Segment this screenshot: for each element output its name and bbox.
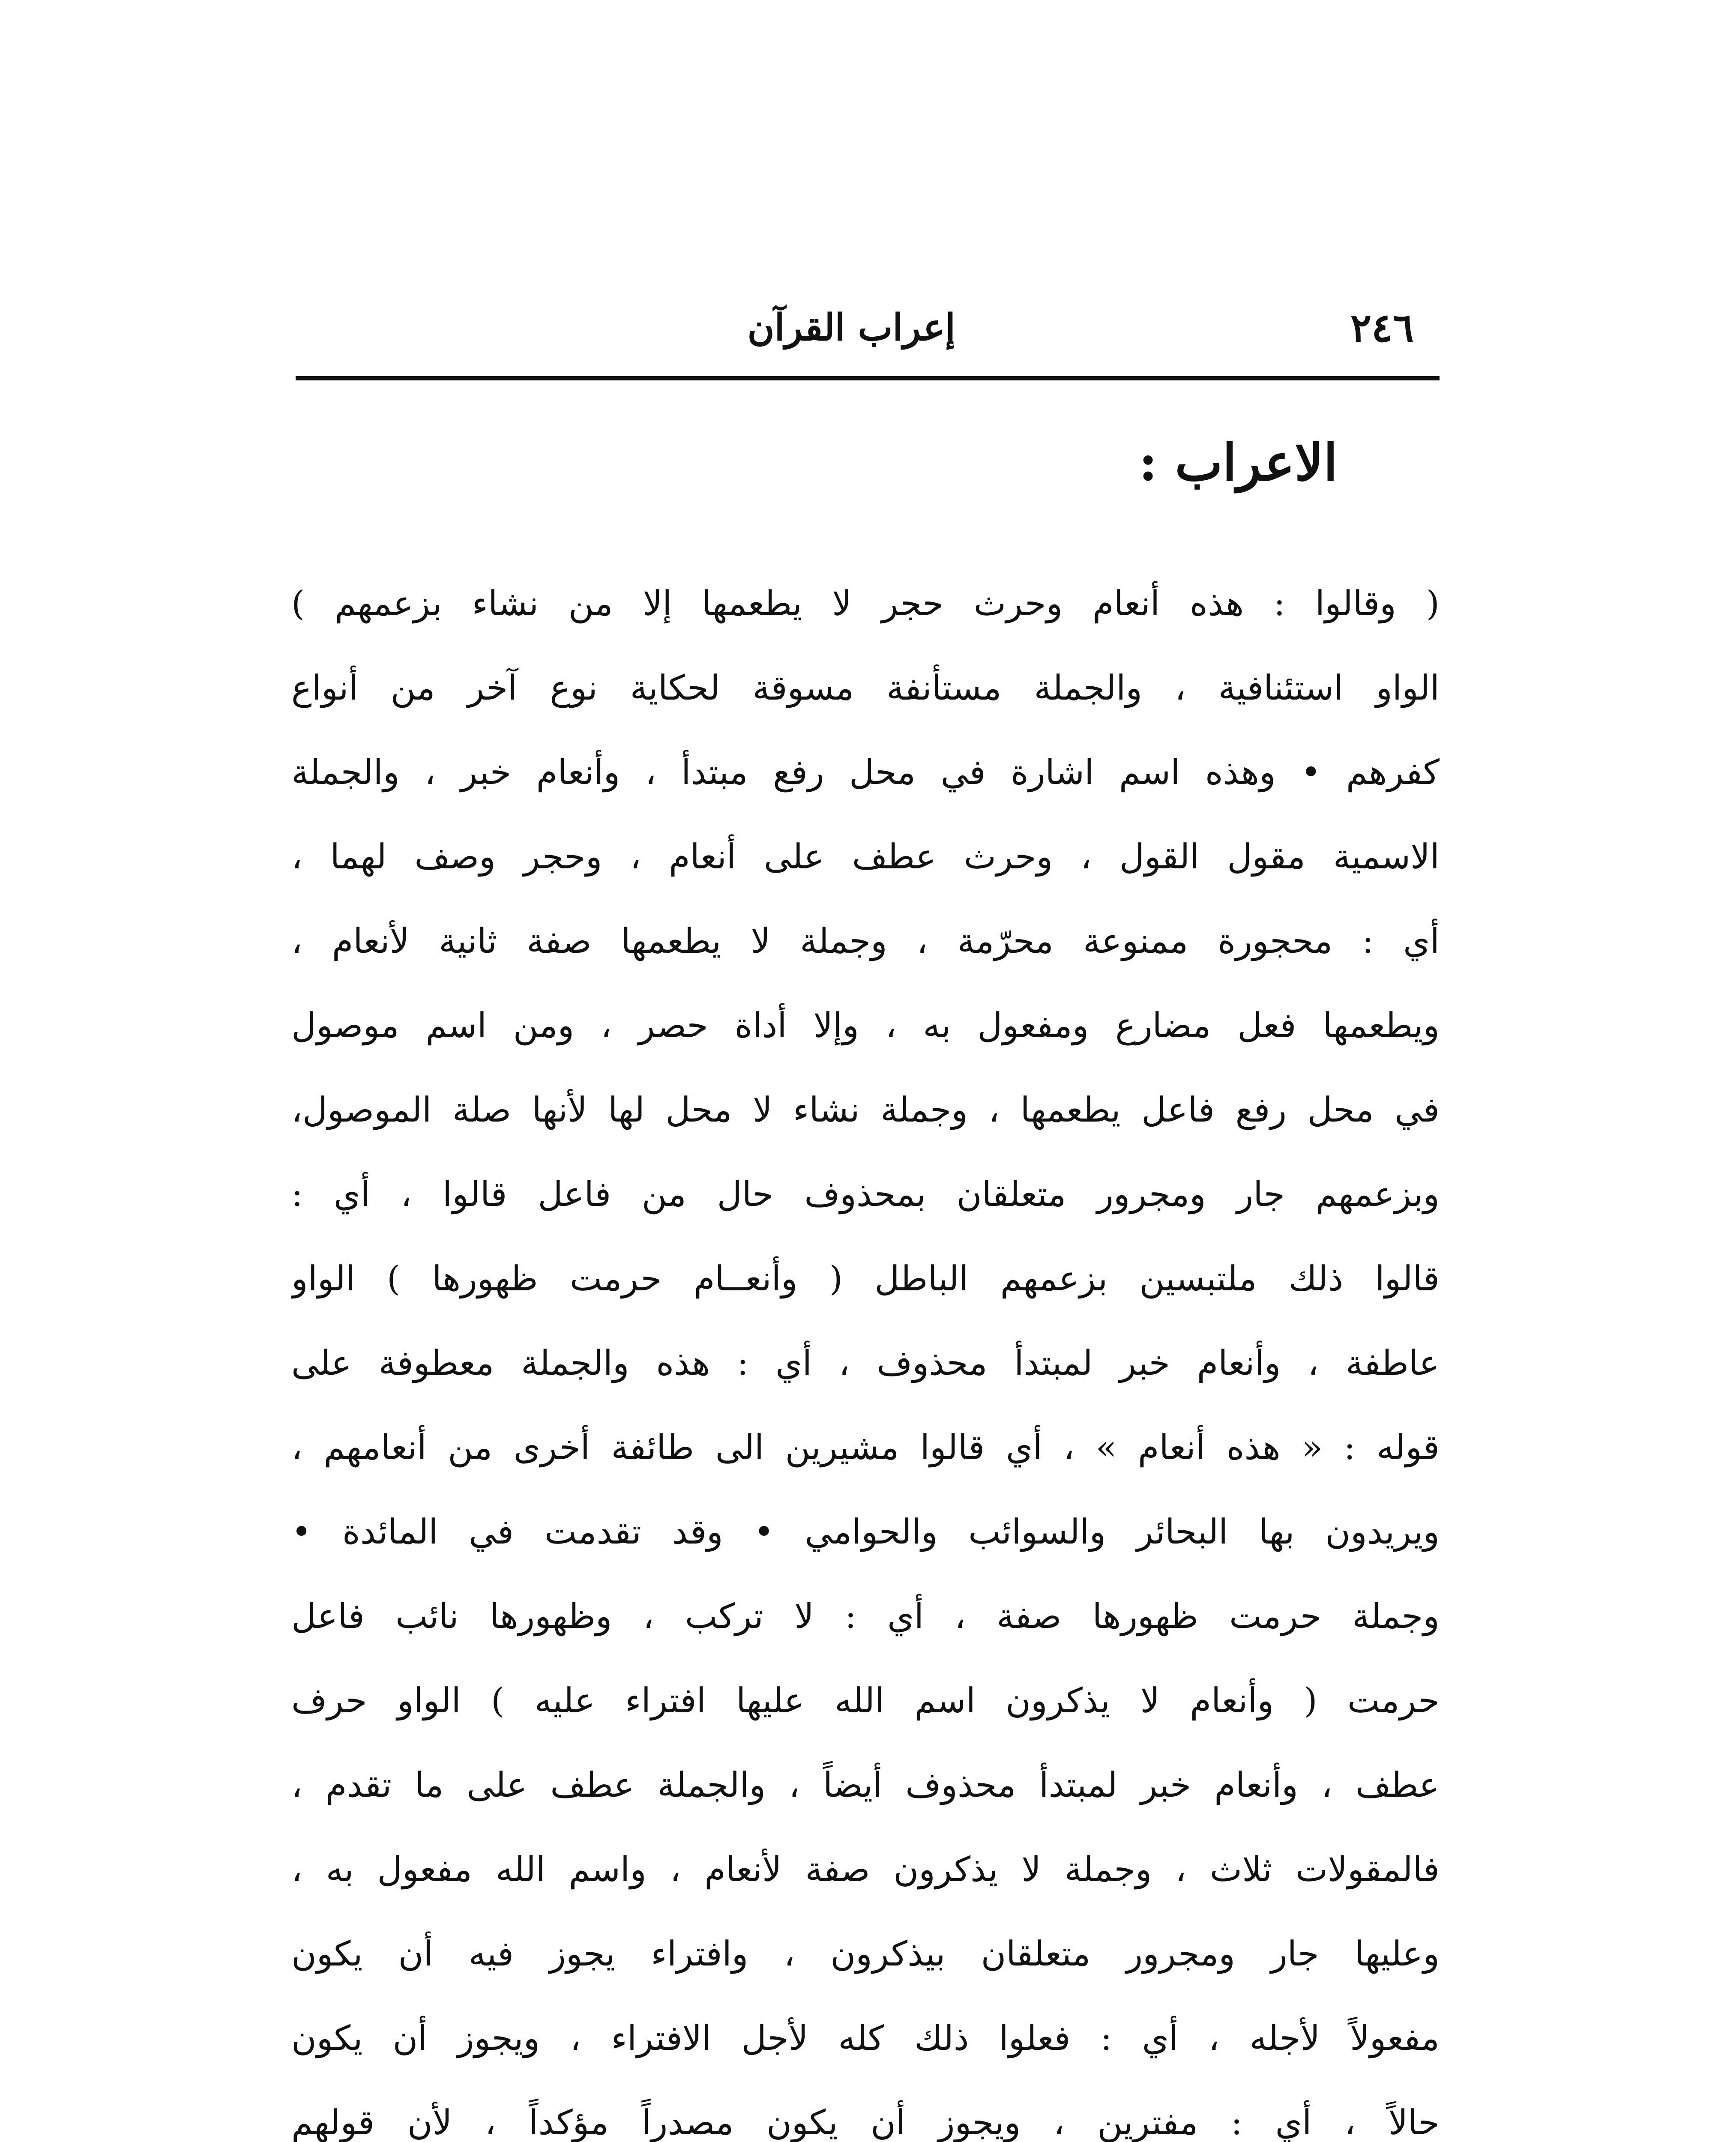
text-line: حرمت ( وأنعام لا يذكرون اسم الله عليها افتراء عليه ) الواو حرف: [291, 1681, 1440, 1720]
book-title: إعراب القرآن: [747, 306, 955, 349]
text-line: فالمقولات ثلاث ، وجملة لا يذكرون صفة لأنعام ، واسم الله مفعول به ،: [291, 1849, 1440, 1889]
text-line: الاسمية مقول القول ، وحرث عطف على أنعام ، وحجر وصف لهما ،: [291, 837, 1440, 877]
text-line: قوله : « هذه أنعام » ، أي قالوا مشيرين الى طائفة أخرى من أنعامهم ،: [291, 1427, 1440, 1467]
text-line: كفرهم • وهذه اسم اشارة في محل رفع مبتدأ ، وأنعام خبر ، والجملة: [291, 752, 1440, 792]
header-divider: [296, 376, 1440, 380]
text-line: وبزعمهم جار ومجرور متعلقان بمحذوف حال من فاعل قالوا ، أي :: [291, 1174, 1440, 1214]
text-line: وجملة حرمت ظهورها صفة ، أي : لا تركب ، وظهورها نائب فاعل: [291, 1596, 1440, 1636]
text-line: حالاً ، أي : مفترين ، ويجوز أن يكون مصدراً مؤكداً ، لأن قولهم: [291, 2103, 1440, 2142]
page-number: ٢٤٦: [1350, 305, 1414, 351]
running-header: [291, 300, 1440, 356]
section-heading: الاعراب :: [1138, 433, 1338, 492]
text-line: ( وقالوا : هذه أنعام وحرث حجر لا يطعمها إلا من نشاء بزعمهم ): [291, 583, 1440, 623]
text-line: عاطفة ، وأنعام خبر لمبتدأ محذوف ، أي : هذه والجملة معطوفة على: [291, 1343, 1440, 1383]
text-line: ويريدون بها البحائر والسوائب والحوامي • وقد تقدمت في المائدة •: [291, 1512, 1440, 1552]
text-line: مفعولاً لأجله ، أي : فعلوا ذلك كله لأجل الافتراء ، ويجوز أن يكون: [291, 2018, 1440, 2058]
text-line: عطف ، وأنعام خبر لمبتدأ محذوف أيضاً ، والجملة عطف على ما تقدم ،: [291, 1765, 1440, 1805]
text-line: الواو استئنافية ، والجملة مستأنفة مسوقة لحكاية نوع آخر من أنواع: [291, 668, 1440, 708]
text-line: في محل رفع فاعل يطعمها ، وجملة نشاء لا محل لها لأنها صلة الموصول،: [291, 1090, 1440, 1130]
text-line: وعليها جار ومجرور متعلقان بيذكرون ، وافتراء يجوز فيه أن يكون: [291, 1934, 1440, 1974]
text-line: أي : محجورة ممنوعة محرّمة ، وجملة لا يطعمها صفة ثانية لأنعام ،: [291, 921, 1440, 961]
body-text: [291, 561, 1440, 2142]
text-line: ويطعمها فعل مضارع ومفعول به ، وإلا أداة حصر ، ومن اسم موصول: [291, 1005, 1440, 1045]
text-line: قالوا ذلك ملتبسين بزعمهم الباطل ( وأنعــام حرمت ظهورها ) الواو: [291, 1259, 1440, 1298]
